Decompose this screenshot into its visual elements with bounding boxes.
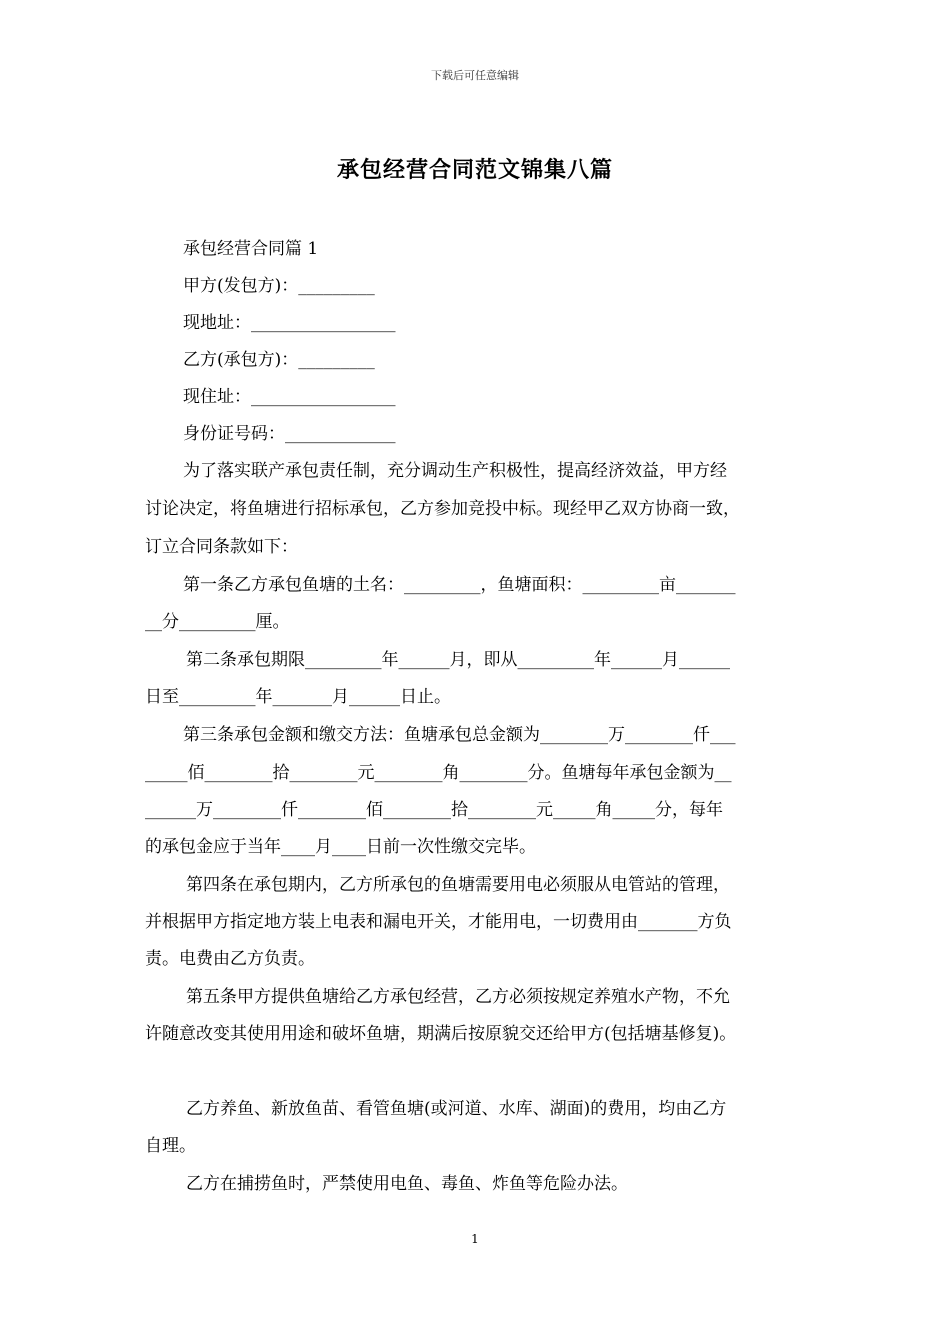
section-heading: 承包经营合同篇 1: [183, 239, 319, 259]
clause-line: ______万________仟________佰________拾________元_____角_____分，每年: [145, 800, 723, 820]
id-number-field: 身份证号码：_____________: [183, 424, 396, 444]
page-number: 1: [471, 1232, 479, 1246]
party-a-field: 甲方(发包方)：_________: [183, 276, 375, 296]
paragraph-line: 乙方养鱼、新放鱼苗、看管鱼塘(或河道、水库、湖面)的费用，均由乙方: [186, 1099, 727, 1119]
clause-line: 第四条在承包期内，乙方所承包的鱼塘需要用电必须服从电管站的管理，: [186, 875, 730, 895]
paragraph-line: 自理。: [145, 1136, 196, 1156]
clause-line: __分_________厘。: [145, 612, 290, 632]
paragraph-line: 订立合同条款如下：: [145, 537, 298, 557]
address-field: 现地址：_________________: [183, 313, 396, 333]
clause-line: 第五条甲方提供鱼塘给乙方承包经营，乙方必须按规定养殖水产物，不允: [186, 987, 730, 1007]
clause-line: 第二条承包期限_________年______月，即从_________年______月______: [186, 650, 730, 670]
clause-line: 第三条承包金额和缴交方法：鱼塘承包总金额为________万________仟___: [183, 725, 736, 745]
clause-line: 责。电费由乙方负责。: [145, 949, 315, 969]
clause-line: 日至_________年_______月______日止。: [145, 687, 451, 707]
paragraph-line: 为了落实联产承包责任制，充分调动生产积极性，提高经济效益，甲方经: [183, 461, 727, 481]
document-title: 承包经营合同范文锦集八篇: [336, 157, 613, 183]
clause-line: _____佰________拾________元________角________分。鱼塘每年承包金额为__: [145, 763, 732, 783]
page-header: 下载后可任意编辑: [431, 69, 519, 82]
clause-line: 的承包金应于当年____月____日前一次性缴交完毕。: [145, 837, 536, 857]
paragraph-line: 讨论决定，将鱼塘进行招标承包，乙方参加竞投中标。现经甲乙双方协商一致，: [145, 499, 740, 519]
clause-line: 第一条乙方承包鱼塘的土名：_________，鱼塘面积：_________亩_______: [183, 575, 736, 595]
clause-line: 许随意改变其使用用途和破坏鱼塘，期满后按原貌交还给甲方(包括塘基修复)。: [145, 1024, 737, 1044]
clause-line: 并根据甲方指定地方装上电表和漏电开关，才能用电，一切费用由_______方负: [145, 912, 732, 932]
paragraph-line: 乙方在捕捞鱼时，严禁使用电鱼、毒鱼、炸鱼等危险办法。: [186, 1174, 628, 1194]
residence-field: 现住址：_________________: [183, 387, 396, 407]
party-b-field: 乙方(承包方)：_________: [183, 350, 375, 370]
